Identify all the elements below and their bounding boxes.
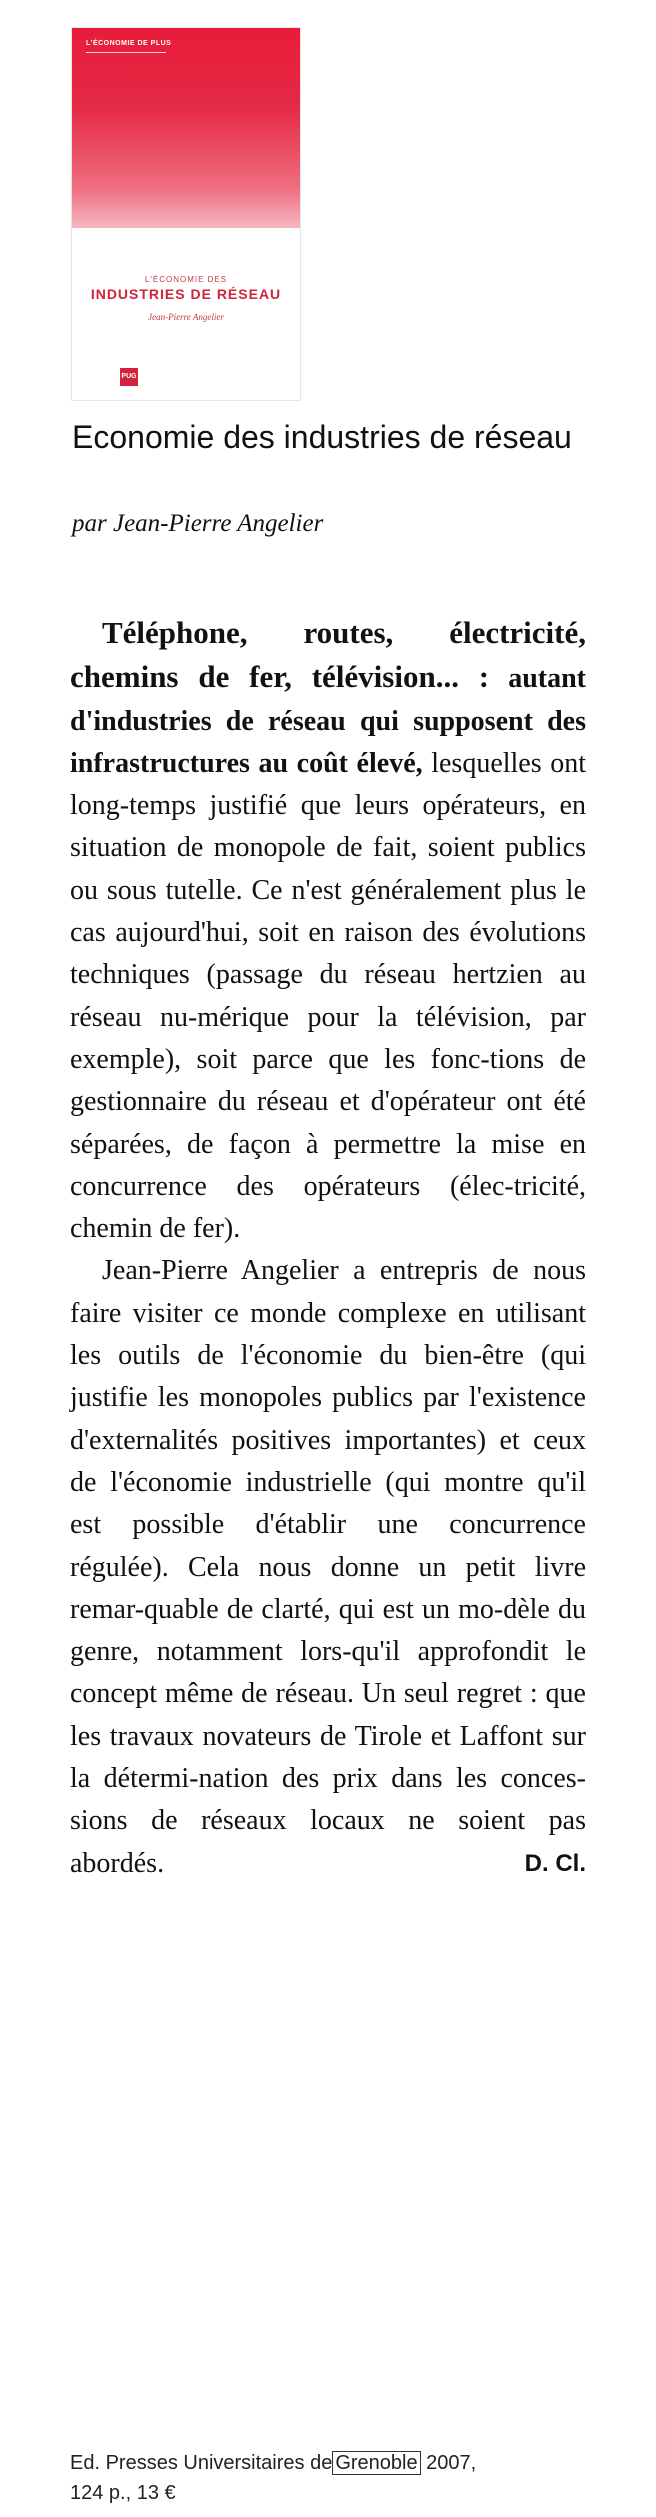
cover-title: INDUSTRIES DE RÉSEAU bbox=[90, 286, 282, 302]
publisher-city: Grenoble bbox=[332, 2451, 420, 2475]
paragraph-1-text: lesquelles ont long-temps justifié que leurs opérateurs, en situation de monopole de fait, soient publics ou sous tutelle. Ce n'est généralement plus le cas aujourd'hui, soit en raison des évolutions techniques (passage du réseau hertzien au réseau nu-mérique pour la télévision, par exemple), soit parce que les fonc-tions de gestionnaire du réseau et d'opérateur ont été séparées, de façon à permettre la mise en concurrence des opérateurs (élec-tricité, chemin de fer). bbox=[70, 747, 586, 1245]
cover-series-label: L'ÉCONOMIE DE PLUS bbox=[86, 40, 172, 47]
paragraph-2 bbox=[70, 1250, 586, 1884]
bibliographic-info bbox=[70, 2448, 590, 2508]
article-byline: par Jean-Pierre Angelier bbox=[72, 510, 324, 537]
cover-series-rule bbox=[86, 52, 166, 53]
article-title: Economie des industries de réseau bbox=[72, 419, 572, 455]
paragraph-1 bbox=[70, 612, 586, 1250]
publisher-logo-icon: PUG bbox=[120, 368, 138, 386]
cover-author: Jean-Pierre Angelier bbox=[148, 312, 224, 322]
lead-bold-text: Téléphone, routes, électricité, chemins de fer, télévision... : bbox=[70, 615, 586, 695]
publication-year: 2007, bbox=[420, 2452, 477, 2474]
cover-kicker: L'ÉCONOMIE DES bbox=[144, 275, 228, 284]
paragraph-2-text: Jean-Pierre Angelier a entrepris de nous faire visiter ce monde complexe en utilisant les outils de l'économie du bien-être (qui justifie les monopoles publics par l'existence d'externalités positives importantes) et ceux de l'économie industrielle (qui montre qu'il est possible d'établir une concurrence régulée). Cela nous donne un petit livre remar-quable de clarté, qui est un mo-dèle du genre, notamment lors-qu'il approfondit le concept même de réseau. Un seul regret : que les travaux novateurs de Tirole et Laffont sur la détermi-nation des prix dans les conces-sions de réseaux locaux ne soient pas abordés. bbox=[70, 1255, 586, 1879]
publisher: Ed. Presses Universitaires de bbox=[70, 2452, 333, 2474]
pages-and-price: 124 p., 13 € bbox=[70, 2482, 176, 2504]
cover-red-band bbox=[72, 28, 300, 228]
lead-bold-text-2: autant d'industries de réseau qui supposent des infrastructures au coût élevé, bbox=[70, 663, 586, 779]
article-body bbox=[70, 612, 586, 1885]
book-cover bbox=[72, 28, 300, 400]
author-signature: D. Cl. bbox=[524, 1849, 586, 1877]
